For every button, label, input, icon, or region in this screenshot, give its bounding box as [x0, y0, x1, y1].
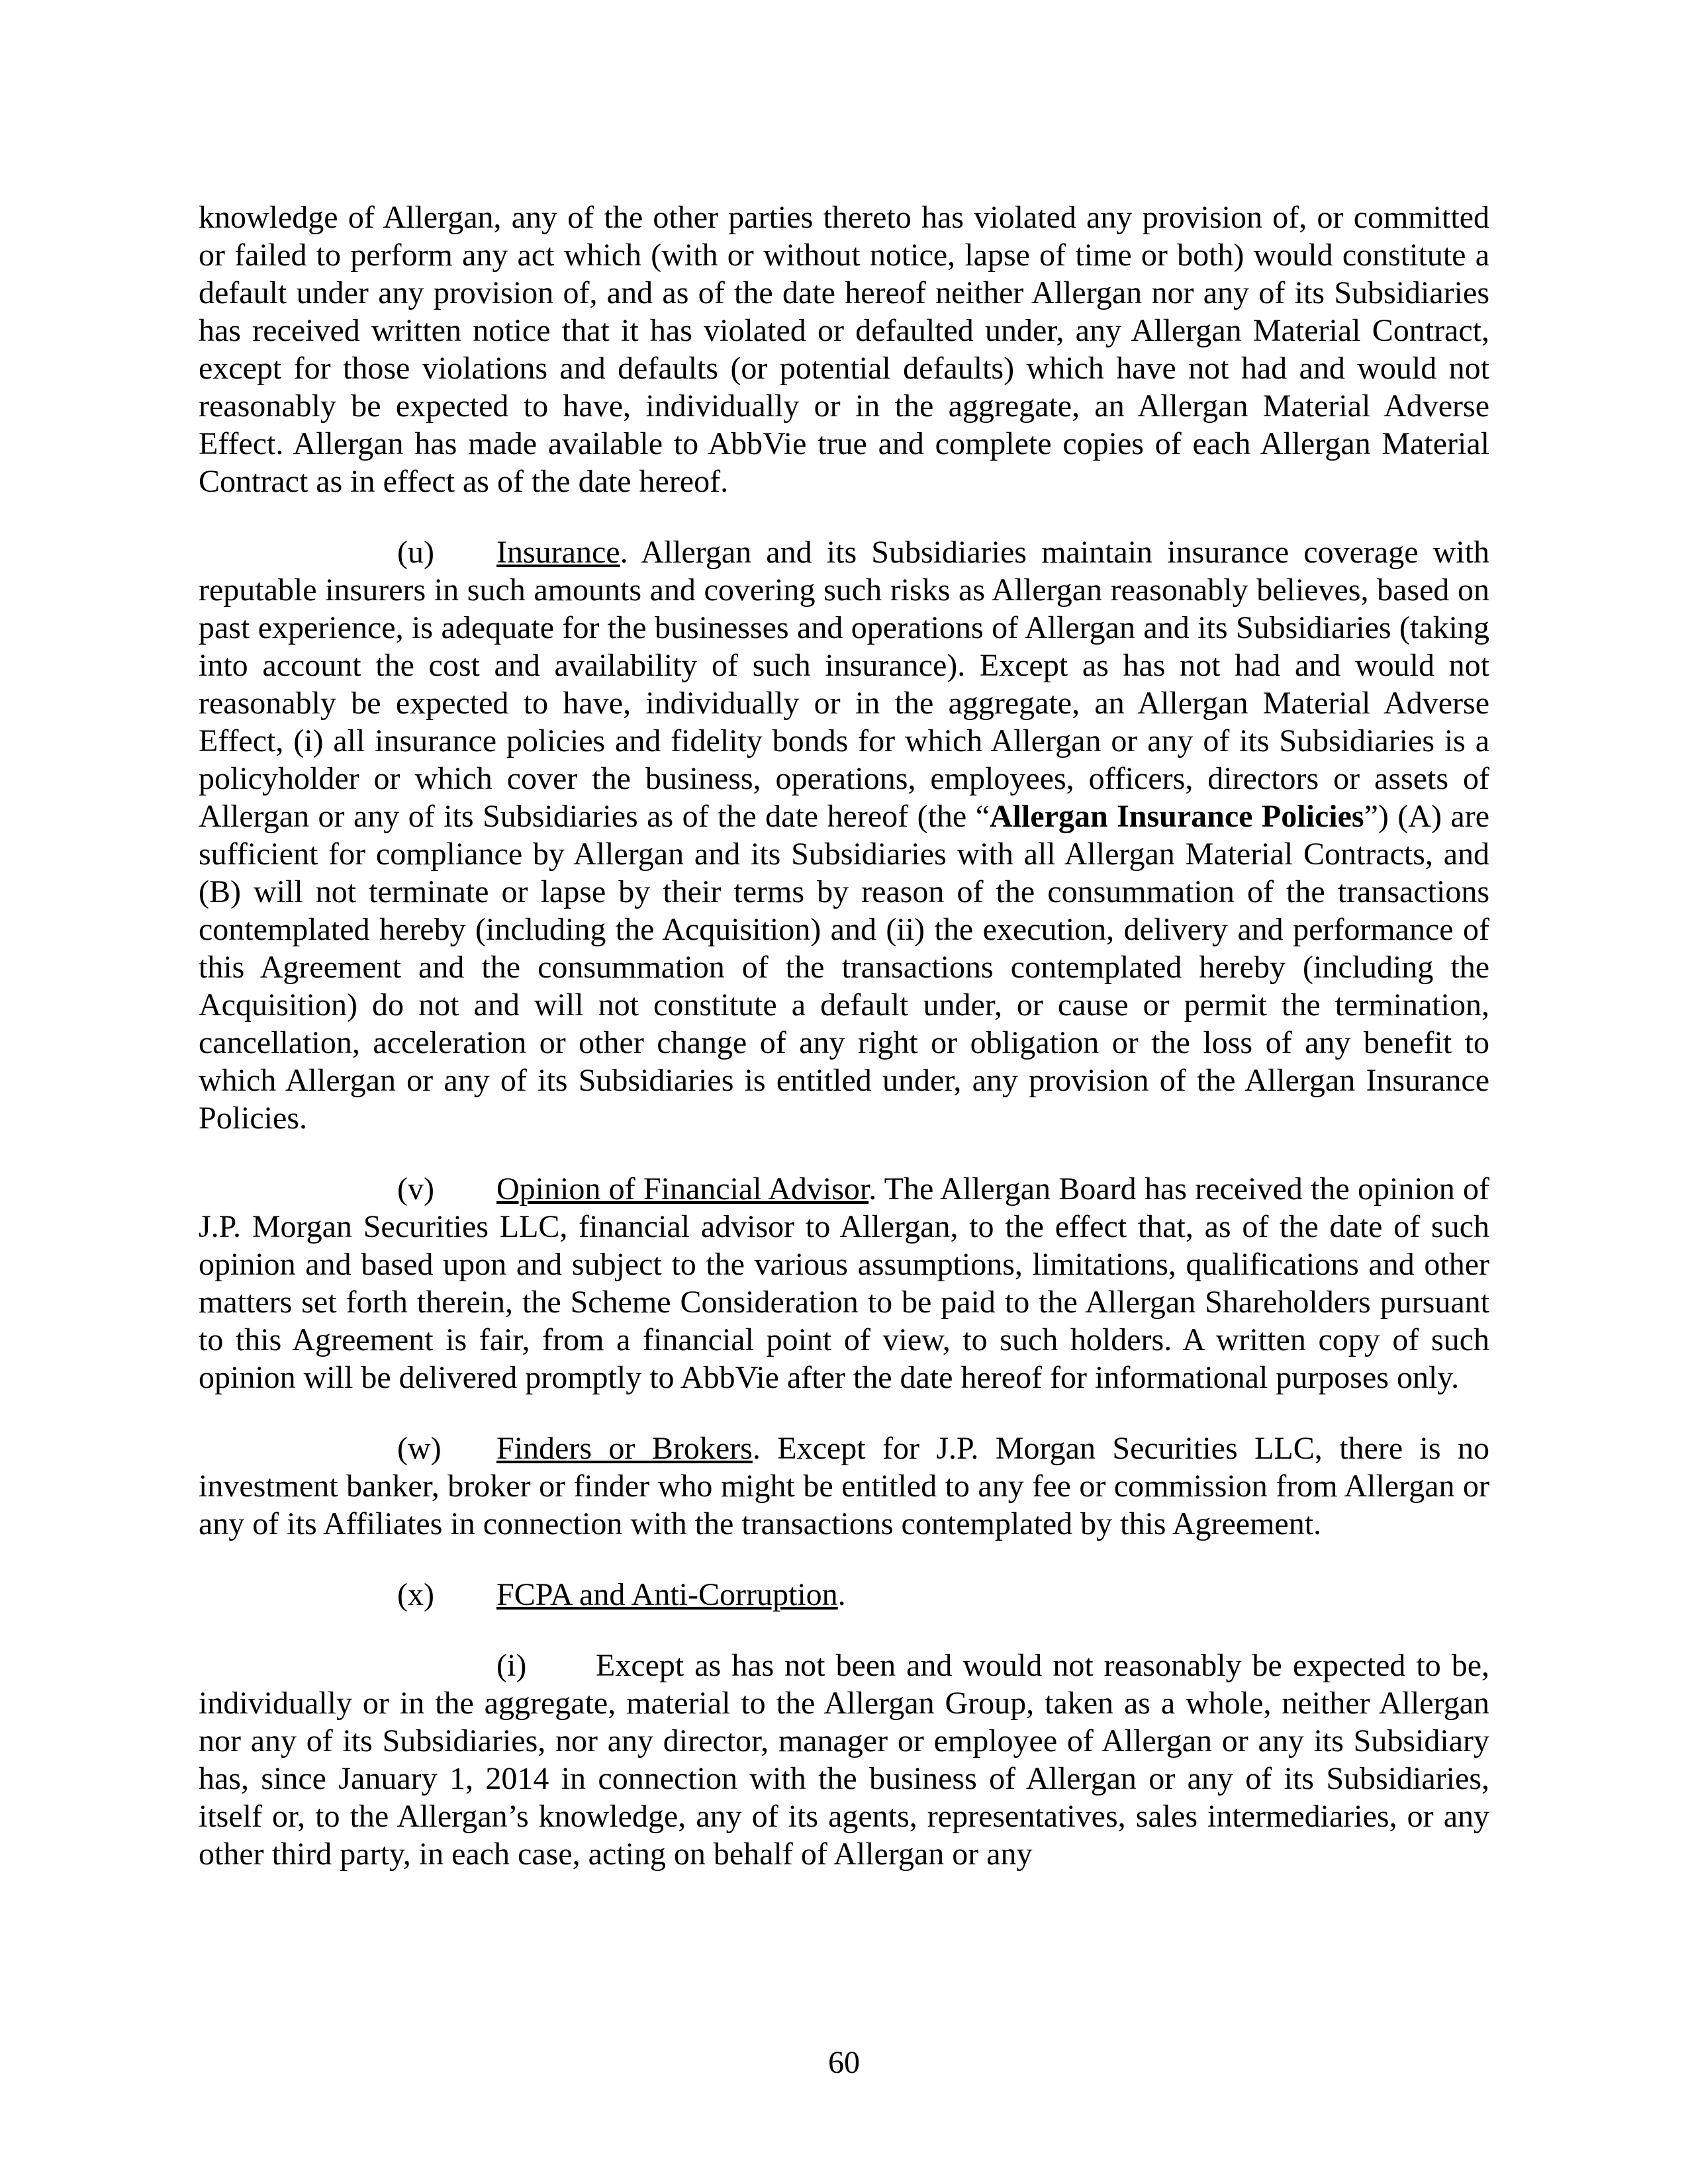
section-x-paragraph: [199, 1576, 1489, 1614]
document-page: [199, 199, 1489, 1906]
section-u-text-b: ”) (A) are sufficient for compliance by Allergan and its Subsidiaries with all Allergan Material Contracts, and (B) will not terminate or lapse by their terms by reason of the consummation of the transactions contemplated hereby (including the Acquisition) and (ii) the execution, delivery and performance of this Agreement and the consummation of the transactions contemplated hereby (including the Acquisition) do not and will not constitute a default under, or cause or permit the termination, cancellation, acceleration or other change of any right or obligation or the loss of any benefit to which Allergan or any of its Subsidiaries is entitled under, any provision of the Allergan Insurance Policies.: [199, 799, 1490, 1136]
section-x-i-number: (i): [496, 1648, 527, 1683]
section-w-paragraph: [199, 1430, 1489, 1543]
section-v-number: (v): [397, 1171, 434, 1206]
section-w-heading: Finders or Brokers: [496, 1431, 753, 1466]
section-x-number: (x): [397, 1577, 434, 1612]
section-u-text-a: . Allergan and its Subsidiaries maintain insurance coverage with reputable insurers in such amounts and covering such risks as Allergan reasonably believes, based on past experience, is adequate for the businesses and operations of Allergan and its Subsidiaries (taking into account the cost and availability of such insurance). Except as has not had and would not reasonably be expected to have, individually or in the aggregate, an Allergan Material Adverse Effect, (i) all insurance policies and fidelity bonds for which Allergan or any of its Subsidiaries is a policyholder or which cover the business, operations, employees, officers, directors or assets of Allergan or any of its Subsidiaries as of the date hereof (the “: [199, 535, 1489, 834]
section-u-number: (u): [397, 535, 434, 570]
section-x-i-text: Except as has not been and would not reasonably be expected to be, individually or in the aggregate, material to the Allergan Group, taken as a whole, neither Allergan nor any of its Subsidiaries, nor any director, manager or employee of Allergan or any its Subsidiary has, since January 1, 2014 in connection with the business of Allergan or any of its Subsidiaries, itself or, to the Allergan’s knowledge, any of its agents, representatives, sales intermediaries, or any other third party, in each case, acting on behalf of Allergan or any: [199, 1648, 1489, 1872]
section-v-text: . The Allergan Board has received the opinion of J.P. Morgan Securities LLC, financial advisor to Allergan, to the effect that, as of the date of such opinion and based upon and subject to the various assumptions, limitations, qualifications and other matters set forth therein, the Scheme Consideration to be paid to the Allergan Shareholders pursuant to this Agreement is fair, from a financial point of view, to such holders. A written copy of such opinion will be delivered promptly to AbbVie after the date hereof for informational purposes only.: [199, 1171, 1489, 1395]
page-number: 60: [828, 2045, 860, 2080]
continuation-paragraph: [199, 199, 1489, 500]
section-x-heading: FCPA and Anti-Corruption: [496, 1577, 838, 1612]
section-w-number: (w): [397, 1431, 442, 1466]
section-u-paragraph: [199, 533, 1489, 1137]
section-u-defined-term: Allergan Insurance Policies: [990, 799, 1364, 834]
section-u-heading: Insurance: [496, 535, 620, 570]
section-x-trailing: .: [837, 1577, 846, 1612]
section-v-paragraph: [199, 1170, 1489, 1396]
continuation-text: knowledge of Allergan, any of the other parties thereto has violated any provision of, or committed or failed to perform any act which (with or without notice, lapse of time or both) would constitute a default under any provision of, and as of the date hereof neither Allergan nor any of its Subsidiaries has received written notice that it has violated or defaulted under, any Allergan Material Contract, except for those violations and defaults (or potential defaults) which have not had and would not reasonably be expected to have, individually or in the aggregate, an Allergan Material Adverse Effect. Allergan has made available to AbbVie true and complete copies of each Allergan Material Contract as in effect as of the date hereof.: [199, 200, 1489, 499]
section-v-heading: Opinion of Financial Advisor: [496, 1171, 869, 1206]
section-w-text: . Except for J.P. Morgan Securities LLC, there is no investment banker, broker or finder who might be entitled to any fee or commission from Allergan or any of its Affiliates in connection with the transactions contemplated by this Agreement.: [199, 1431, 1490, 1541]
section-x-i-paragraph: [199, 1647, 1489, 1873]
